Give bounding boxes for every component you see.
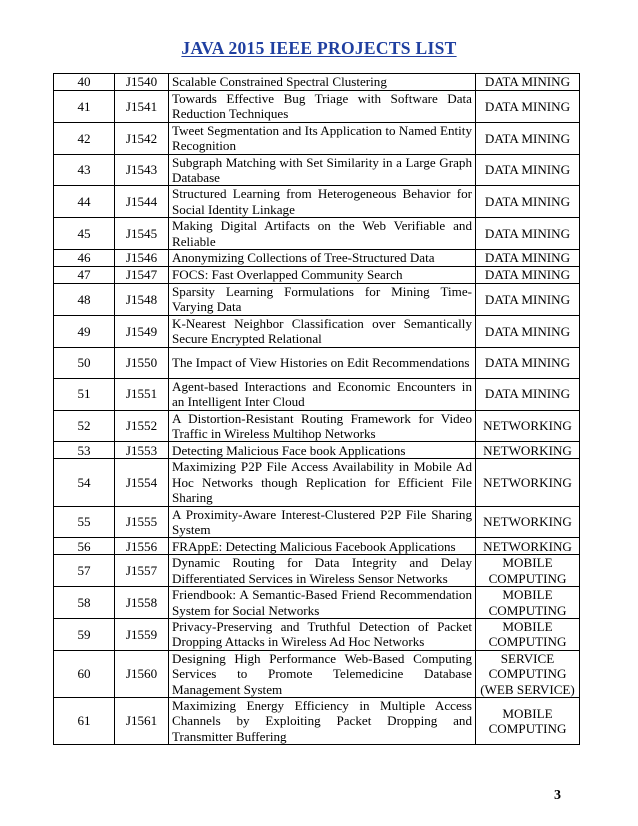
- project-title-cell: A Distortion-Resistant Routing Framework for Video Traffic in Wireless Multihop Networks: [169, 410, 476, 442]
- project-code-cell: J1552: [115, 410, 169, 442]
- table-row: [54, 506, 580, 538]
- project-number-cell: 50: [54, 347, 115, 378]
- project-title-cell: Scalable Constrained Spectral Clustering: [169, 74, 476, 91]
- project-code-cell: J1553: [115, 442, 169, 459]
- table-row: [54, 250, 580, 267]
- project-code-cell: J1551: [115, 378, 169, 410]
- table-row: [54, 538, 580, 555]
- project-domain-cell: DATA MINING: [476, 218, 580, 250]
- table-row: [54, 618, 580, 650]
- project-title-cell: K-Nearest Neighbor Classification over Semantically Secure Encrypted Relational: [169, 315, 476, 347]
- project-code-cell: J1547: [115, 267, 169, 284]
- table-row: [54, 91, 580, 123]
- project-title-cell: Detecting Malicious Face book Applications: [169, 442, 476, 459]
- project-code-cell: J1542: [115, 122, 169, 154]
- project-title-cell: Dynamic Routing for Data Integrity and Delay Differentiated Services in Wireless Sensor Networks: [169, 555, 476, 587]
- table-row: [54, 267, 580, 284]
- project-code-cell: J1540: [115, 74, 169, 91]
- table-row: [54, 284, 580, 316]
- project-number-cell: 58: [54, 587, 115, 619]
- project-domain-cell: DATA MINING: [476, 378, 580, 410]
- project-number-cell: 52: [54, 410, 115, 442]
- project-domain-cell: MOBILE COMPUTING: [476, 555, 580, 587]
- project-code-cell: J1558: [115, 587, 169, 619]
- project-number-cell: 43: [54, 154, 115, 186]
- table-row: [54, 347, 580, 378]
- project-domain-cell: DATA MINING: [476, 347, 580, 378]
- project-domain-cell: MOBILE COMPUTING: [476, 618, 580, 650]
- project-title-cell: FRAppE: Detecting Malicious Facebook Applications: [169, 538, 476, 555]
- project-number-cell: 61: [54, 698, 115, 745]
- project-code-cell: J1544: [115, 186, 169, 218]
- project-number-cell: 49: [54, 315, 115, 347]
- project-code-cell: J1561: [115, 698, 169, 745]
- project-title-cell: The Impact of View Histories on Edit Recommendations: [169, 347, 476, 378]
- project-title-cell: Making Digital Artifacts on the Web Verifiable and Reliable: [169, 218, 476, 250]
- project-code-cell: J1550: [115, 347, 169, 378]
- project-title-cell: Tweet Segmentation and Its Application to Named Entity Recognition: [169, 122, 476, 154]
- project-number-cell: 59: [54, 618, 115, 650]
- page-title: JAVA 2015 IEEE PROJECTS LIST: [181, 38, 457, 58]
- project-title-cell: Friendbook: A Semantic-Based Friend Recommendation System for Social Networks: [169, 587, 476, 619]
- table-row: [54, 410, 580, 442]
- table-row: [54, 650, 580, 697]
- projects-table: [53, 73, 580, 745]
- project-title-cell: Maximizing Energy Efficiency in Multiple Access Channels by Exploiting Packet Dropping and Transmitter Buffering: [169, 698, 476, 745]
- project-code-cell: J1541: [115, 91, 169, 123]
- project-domain-cell: DATA MINING: [476, 91, 580, 123]
- project-domain-cell: NETWORKING: [476, 538, 580, 555]
- project-number-cell: 47: [54, 267, 115, 284]
- project-number-cell: 45: [54, 218, 115, 250]
- project-number-cell: 57: [54, 555, 115, 587]
- project-title-cell: A Proximity-Aware Interest-Clustered P2P File Sharing System: [169, 506, 476, 538]
- project-code-cell: J1543: [115, 154, 169, 186]
- project-domain-cell: DATA MINING: [476, 186, 580, 218]
- table-row: [54, 378, 580, 410]
- project-title-cell: Designing High Performance Web-Based Computing Services to Promote Telemedicine Database Management System: [169, 650, 476, 697]
- table-row: [54, 154, 580, 186]
- project-domain-cell: SERVICE COMPUTING (WEB SERVICE): [476, 650, 580, 697]
- project-number-cell: 40: [54, 74, 115, 91]
- project-number-cell: 42: [54, 122, 115, 154]
- project-code-cell: J1559: [115, 618, 169, 650]
- project-number-cell: 53: [54, 442, 115, 459]
- page-number: 3: [554, 788, 561, 803]
- project-number-cell: 56: [54, 538, 115, 555]
- table-row: [54, 442, 580, 459]
- project-code-cell: J1549: [115, 315, 169, 347]
- project-number-cell: 48: [54, 284, 115, 316]
- table-row: [54, 315, 580, 347]
- table-row: [54, 186, 580, 218]
- project-code-cell: J1554: [115, 459, 169, 506]
- table-row: [54, 122, 580, 154]
- table-row: [54, 555, 580, 587]
- project-domain-cell: NETWORKING: [476, 506, 580, 538]
- project-number-cell: 46: [54, 250, 115, 267]
- project-code-cell: J1555: [115, 506, 169, 538]
- projects-table-body: [54, 74, 580, 745]
- project-title-cell: Agent-based Interactions and Economic Encounters in an Intelligent Inter Cloud: [169, 378, 476, 410]
- project-title-cell: Towards Effective Bug Triage with Software Data Reduction Techniques: [169, 91, 476, 123]
- project-number-cell: 55: [54, 506, 115, 538]
- project-title-cell: Anonymizing Collections of Tree-Structured Data: [169, 250, 476, 267]
- project-title-cell: Subgraph Matching with Set Similarity in a Large Graph Database: [169, 154, 476, 186]
- table-row: [54, 698, 580, 745]
- project-number-cell: 60: [54, 650, 115, 697]
- project-title-cell: Structured Learning from Heterogeneous Behavior for Social Identity Linkage: [169, 186, 476, 218]
- project-domain-cell: DATA MINING: [476, 122, 580, 154]
- project-domain-cell: NETWORKING: [476, 442, 580, 459]
- project-code-cell: J1560: [115, 650, 169, 697]
- project-number-cell: 41: [54, 91, 115, 123]
- project-code-cell: J1546: [115, 250, 169, 267]
- project-domain-cell: DATA MINING: [476, 154, 580, 186]
- table-row: [54, 218, 580, 250]
- project-domain-cell: NETWORKING: [476, 459, 580, 506]
- project-domain-cell: MOBILE COMPUTING: [476, 587, 580, 619]
- project-domain-cell: DATA MINING: [476, 284, 580, 316]
- project-domain-cell: MOBILE COMPUTING: [476, 698, 580, 745]
- project-title-cell: Sparsity Learning Formulations for Mining Time-Varying Data: [169, 284, 476, 316]
- project-domain-cell: DATA MINING: [476, 74, 580, 91]
- project-title-cell: Maximizing P2P File Access Availability in Mobile Ad Hoc Networks though Replication for Efficient File Sharing: [169, 459, 476, 506]
- project-number-cell: 51: [54, 378, 115, 410]
- project-code-cell: J1548: [115, 284, 169, 316]
- table-row: [54, 459, 580, 506]
- table-row: [54, 74, 580, 91]
- project-domain-cell: NETWORKING: [476, 410, 580, 442]
- table-row: [54, 587, 580, 619]
- project-code-cell: J1557: [115, 555, 169, 587]
- project-domain-cell: DATA MINING: [476, 315, 580, 347]
- project-code-cell: J1556: [115, 538, 169, 555]
- project-title-cell: Privacy-Preserving and Truthful Detection of Packet Dropping Attacks in Wireless Ad Hoc Networks: [169, 618, 476, 650]
- project-title-cell: FOCS: Fast Overlapped Community Search: [169, 267, 476, 284]
- project-number-cell: 54: [54, 459, 115, 506]
- project-number-cell: 44: [54, 186, 115, 218]
- project-code-cell: J1545: [115, 218, 169, 250]
- project-domain-cell: DATA MINING: [476, 250, 580, 267]
- project-domain-cell: DATA MINING: [476, 267, 580, 284]
